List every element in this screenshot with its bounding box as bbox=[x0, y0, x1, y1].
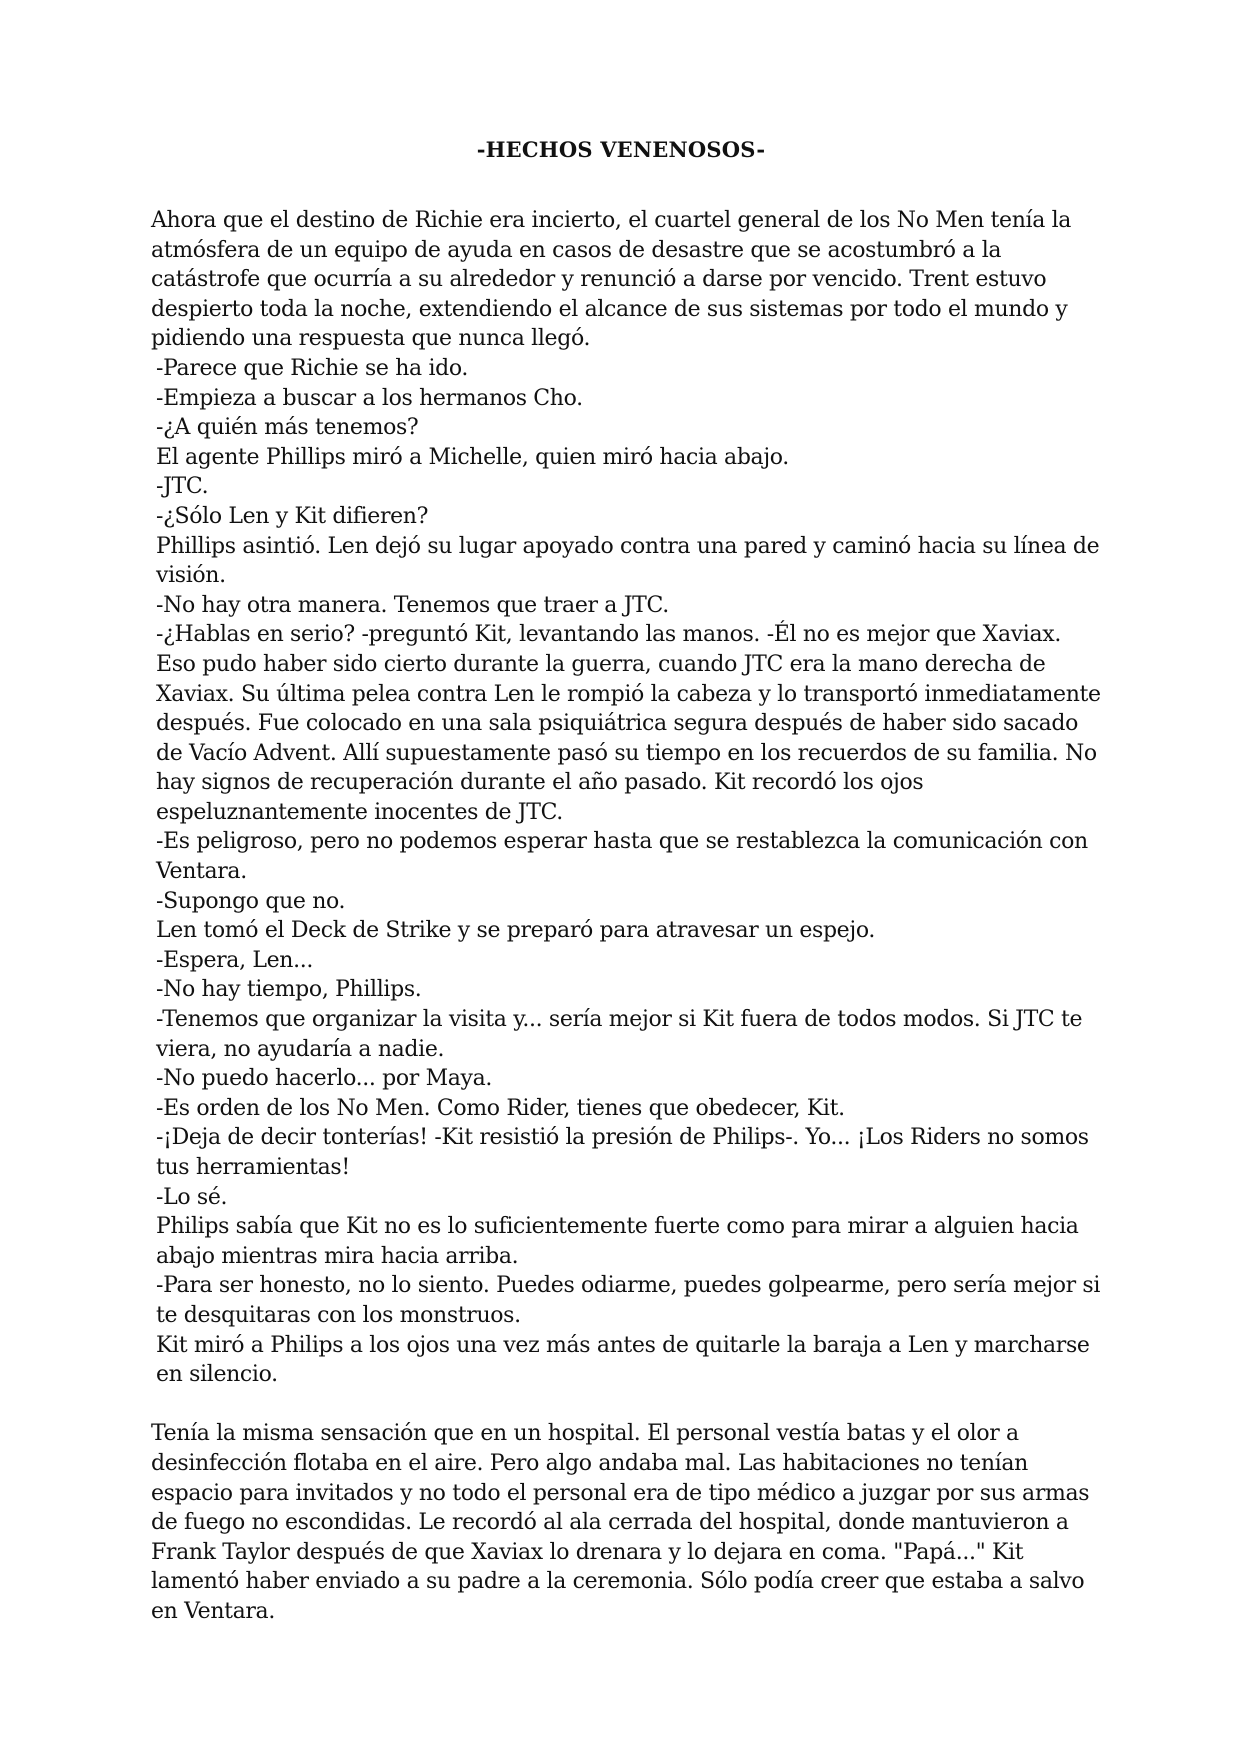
dialogue-line: -Tenemos que organizar la visita y... sería mejor si Kit fuera de todos modos. Si JTC te viera, no ayudaría a nadie. bbox=[156, 1007, 1083, 1062]
dialogue-line: -Espera, Len... bbox=[156, 947, 314, 973]
document-body bbox=[151, 206, 1101, 1627]
section-break bbox=[151, 1390, 1101, 1420]
paragraph: Kit miró a Philips a los ojos una vez más antes de quitarle la baraja a Len y marcharse en silencio. bbox=[156, 1332, 1090, 1388]
dialogue-line: -No puedo hacerlo... por Maya. bbox=[156, 1066, 493, 1092]
dialogue-line: -¿A quién más tenemos? bbox=[156, 415, 419, 441]
dialogue-line: -Es orden de los No Men. Como Rider, tienes que obedecer, Kit. bbox=[156, 1095, 845, 1121]
paragraph: Ahora que el destino de Richie era incierto, el cuartel general de los No Men tenía la atmósfera de un equipo de ayuda en casos de desastre que se acostumbró a la catástrofe que ocurría a su alrededor y renunció a darse por vencido. Trent estuvo despierto toda la noche, extendiendo el alcance de sus sistemas por todo el mundo y pidiendo una respuesta que nunca llegó. bbox=[151, 208, 1072, 352]
dialogue-line: -¿Sólo Len y Kit difieren? bbox=[156, 503, 429, 529]
dialogue-line: -No hay otra manera. Tenemos que traer a JTC. bbox=[156, 592, 669, 618]
dialogue-line: -JTC. bbox=[156, 474, 209, 500]
paragraph: Len tomó el Deck de Strike y se preparó para atravesar un espejo. bbox=[156, 918, 875, 944]
dialogue-line: -Supongo que no. bbox=[156, 888, 346, 914]
dialogue-line: -Empieza a buscar a los hermanos Cho. bbox=[156, 385, 583, 411]
dialogue-line: -¡Deja de decir tonterías! -Kit resistió la presión de Philips-. Yo... ¡Los Riders no somos tus herramientas! bbox=[156, 1125, 1089, 1180]
dialogue-line: -No hay tiempo, Phillips. bbox=[156, 977, 422, 1003]
dialogue-line: -¿Hablas en serio? -preguntó Kit, levantando las manos. -Él no es mejor que Xaviax. bbox=[156, 622, 1061, 648]
dialogue-line: -Parece que Richie se ha ido. bbox=[156, 355, 469, 381]
paragraph: El agente Phillips miró a Michelle, quien miró hacia abajo. bbox=[156, 444, 789, 470]
document-title: -HECHOS VENENOSOS- bbox=[476, 137, 766, 162]
dialogue-line: -Lo sé. bbox=[156, 1184, 228, 1210]
dialogue-line: -Es peligroso, pero no podemos esperar hasta que se restablezca la comunicación con Ventara. bbox=[156, 829, 1088, 885]
dialogue-line: -Para ser honesto, no lo siento. Puedes odiarme, puedes golpearme, pero sería mejor si te desquitaras con los monstruos. bbox=[156, 1273, 1101, 1328]
paragraph: Tenía la misma sensación que en un hospital. El personal vestía batas y el olor a desinfección flotaba en el aire. Pero algo andaba mal. Las habitaciones no tenían espacio para invitados y no todo el personal era de tipo médico a juzgar por sus armas de fuego no escondidas. Le recordó al ala cerrada del hospital, donde mantuvieron a Frank Taylor después de que Xaviax lo drenara y lo dejara en coma. "Papá..." Kit lamentó haber enviado a su padre a la ceremonia. Sólo podía creer que estaba a salvo en Ventara. bbox=[151, 1421, 1090, 1624]
paragraph: Phillips asintió. Len dejó su lugar apoyado contra una pared y caminó hacia su línea de visión. bbox=[156, 533, 1100, 589]
paragraph: Eso pudo haber sido cierto durante la guerra, cuando JTC era la mano derecha de Xaviax. Su última pelea contra Len le rompió la cabeza y lo transportó inmediatamente después. Fue colocado en una sala psiquiátrica segura después de haber sido sacado de Vacío Advent. Allí supuestamente pasó su tiempo en los recuerdos de su familia. No hay signos de recuperación durante el año pasado. Kit recordó los ojos espeluznantemente inocentes de JTC. bbox=[156, 651, 1101, 825]
paragraph: Philips sabía que Kit no es lo suficientemente fuerte como para mirar a alguien hacia abajo mientras mira hacia arriba. bbox=[156, 1214, 1079, 1269]
